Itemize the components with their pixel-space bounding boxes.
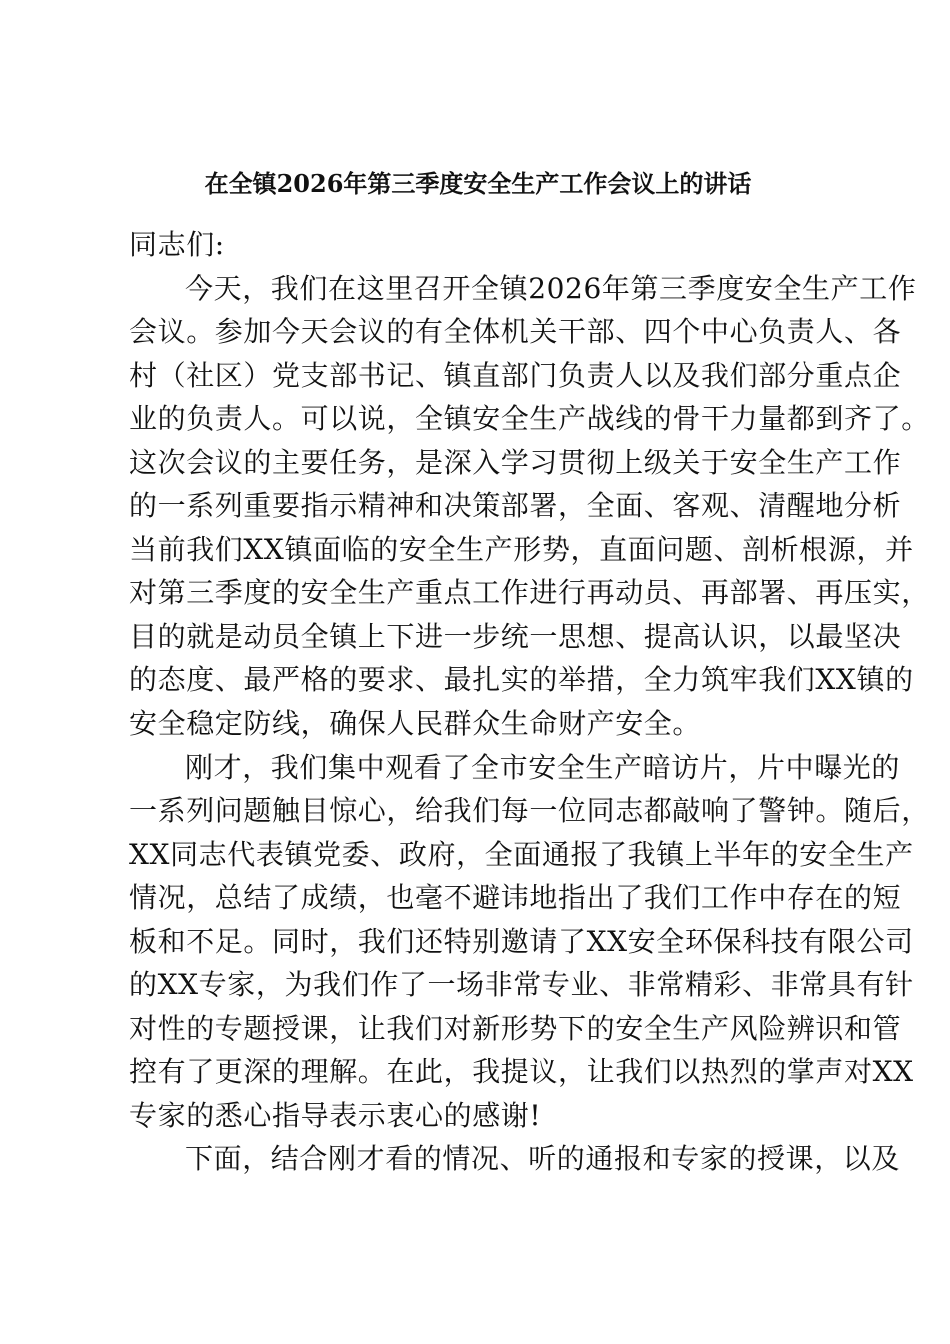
text-line: 目的就是动员全镇上下进一步统一思想、提高认识，以最坚决 — [129, 619, 902, 653]
text-line: 专家的悉心指导表示衷心的感谢! — [129, 1098, 542, 1132]
text-line: 对性的专题授课，让我们对新形势下的安全生产风险辨识和管 — [129, 1011, 902, 1045]
document-body — [129, 223, 930, 1181]
text-line: 刚才，我们集中观看了全市安全生产暗访片，片中曝光的 — [185, 750, 901, 784]
text-line: 今天，我们在这里召开全镇2026年第三季度安全生产工作 — [185, 271, 917, 305]
text-line: 的一系列重要指示精神和决策部署，全面、客观、清醒地分析 — [129, 489, 902, 523]
salutation: 同志们: — [129, 228, 225, 261]
text-line: 这次会议的主要任务，是深入学习贯彻上级关于安全生产工作 — [129, 445, 902, 479]
text-line: 的态度、最严格的要求、最扎实的举措，全力筑牢我们XX镇的 — [129, 663, 914, 697]
text-line: 业的负责人。可以说，全镇安全生产战线的骨干力量都到齐了。 — [129, 402, 930, 436]
text-line: 情况，总结了成绩，也毫不避讳地指出了我们工作中存在的短 — [129, 881, 902, 915]
text-line: 会议。参加今天会议的有全体机关干部、四个中心负责人、各 — [129, 315, 902, 349]
text-line: 控有了更深的理解。在此，我提议，让我们以热烈的掌声对XX — [129, 1055, 914, 1089]
text-line: 板和不足。同时，我们还特别邀请了XX安全环保科技有限公司 — [129, 924, 914, 958]
document-title: 在全镇2026年第三季度安全生产工作会议上的讲话 — [204, 169, 752, 198]
text-line: 下面，结合刚才看的情况、听的通报和专家的授课，以及 — [185, 1142, 901, 1176]
text-line: 一系列问题触目惊心，给我们每一位同志都敲响了警钟。随后， — [129, 794, 930, 828]
text-line: 的XX专家，为我们作了一场非常专业、非常精彩、非常具有针 — [129, 968, 914, 1002]
text-line: 安全稳定防线，确保人民群众生命财产安全。 — [129, 707, 702, 741]
text-line: 当前我们XX镇面临的安全生产形势，直面问题、剖析根源，并 — [129, 532, 914, 566]
paragraph-lines — [129, 267, 930, 1181]
text-line: XX同志代表镇党委、政府，全面通报了我镇上半年的安全生产 — [129, 837, 914, 871]
text-line: 村（社区）党支部书记、镇直部门负责人以及我们部分重点企 — [129, 358, 902, 392]
text-line: 对第三季度的安全生产重点工作进行再动员、再部署、再压实， — [129, 576, 930, 610]
